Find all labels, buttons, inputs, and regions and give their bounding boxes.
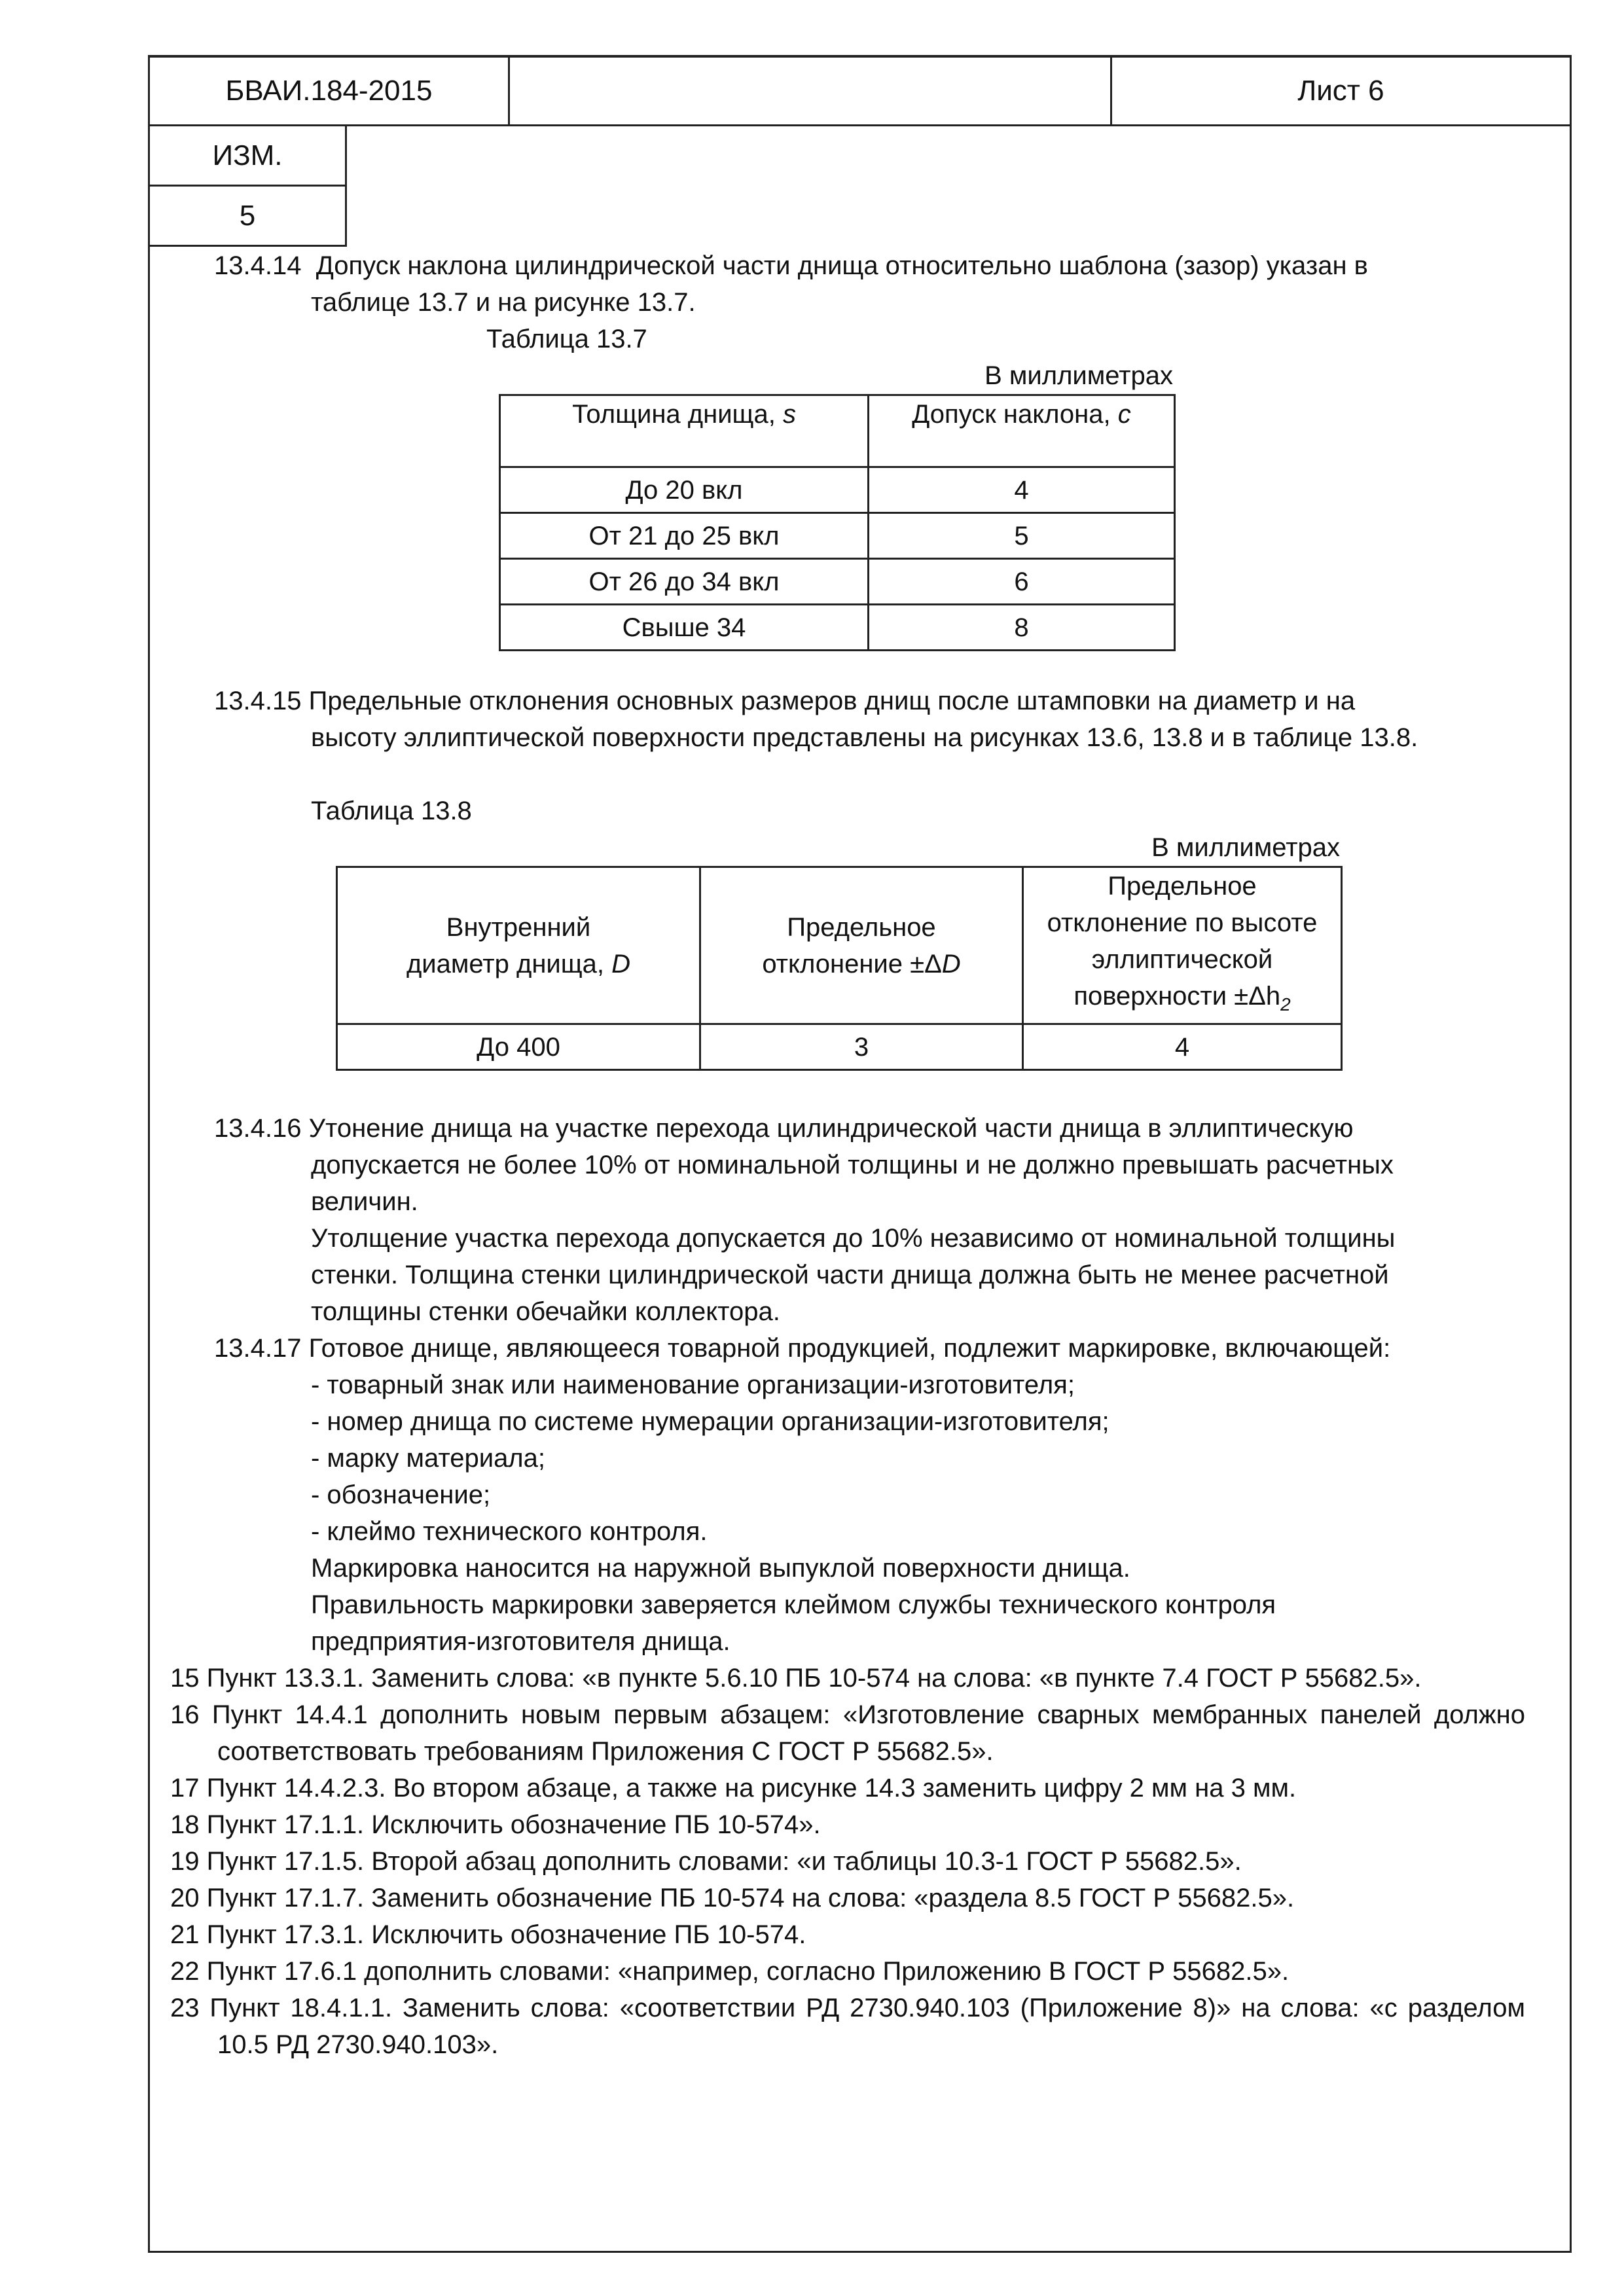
- doc-code-cell: [149, 56, 509, 126]
- item-number: 16: [170, 1700, 200, 1729]
- table-cell: 6: [869, 559, 1175, 605]
- item-number: 18: [170, 1810, 200, 1839]
- table-cell: 5: [869, 513, 1175, 559]
- clause-line: Утолщение участка перехода допускается до 10% независимо от номинальной толщины: [311, 1224, 1396, 1253]
- item-text: Пункт 13.3.1. Заменить слова: «в пункте 5.6.10 ПБ 10-574 на слова: «в пункте 7.4 ГОСТ Р 55682.5».: [206, 1664, 1422, 1693]
- clause-line: [170, 247, 1525, 284]
- doc-code: БВАИ.184-2015: [225, 74, 433, 107]
- column-header-line: Предельное: [1108, 872, 1257, 901]
- unit-label: В миллиметрах: [984, 361, 1173, 390]
- clause-line: [170, 1110, 1525, 1147]
- table-cell: От 21 до 25 вкл: [500, 513, 869, 559]
- clause-number: 13.4.17: [214, 1334, 302, 1363]
- column-header-line: эллиптической: [1091, 945, 1273, 974]
- clause-line: толщины стенки обечайки коллектора.: [311, 1297, 780, 1326]
- table-cell: До 20 вкл: [500, 467, 869, 513]
- column-header: [500, 395, 869, 467]
- column-header: [1023, 867, 1342, 1024]
- amendment-item: [170, 1696, 1525, 1770]
- table-cell: 3: [700, 1024, 1023, 1070]
- clause-13-4-15: [170, 683, 1525, 829]
- clause-13-4-16: [170, 1110, 1525, 1330]
- table-cell: От 26 до 34 вкл: [500, 559, 869, 605]
- table-title: Таблица 13.7: [486, 325, 647, 353]
- page-content: [170, 247, 1525, 2063]
- table-13-7: [499, 394, 1176, 651]
- column-header-line: [1028, 978, 1337, 1023]
- column-header-var: D: [941, 949, 961, 978]
- amendment-item: [170, 1770, 1525, 1806]
- clause-line: Правильность маркировки заверяется клеймом службы технического контроля: [311, 1590, 1276, 1619]
- clause-line: предприятия-изготовителя днища.: [311, 1627, 731, 1656]
- item-text: Пункт 14.4.1 дополнить новым первым абзацем: «Изготовление сварных мембранных панелей должно соответствовать требованиям Приложения С ГОСТ Р 55682.5».: [211, 1700, 1525, 1766]
- clause-line: стенки. Толщина стенки цилиндрической части днища должна быть не менее расчетной: [311, 1261, 1389, 1289]
- column-header: [337, 867, 700, 1024]
- item-text: Пункт 17.3.1. Исключить обозначение ПБ 10-574.: [206, 1920, 806, 1949]
- item-number: 17: [170, 1774, 200, 1803]
- amendment-list: [170, 1660, 1525, 2063]
- clause-text: Утонение днища на участке перехода цилиндрической части днища в эллиптическую: [308, 1114, 1354, 1143]
- header-middle-cell: [509, 56, 1111, 126]
- column-header-line: [342, 946, 695, 982]
- table-cell: 4: [869, 467, 1175, 513]
- clause-number: 13.4.14: [214, 251, 302, 280]
- clause-text: Допуск наклона цилиндрической части днища относительно шаблона (зазор) указан в: [316, 251, 1368, 280]
- clause-13-4-14: [170, 247, 1525, 357]
- column-header-line: Внутренний: [446, 912, 591, 942]
- column-header-sub: 2: [1280, 994, 1291, 1014]
- izm-label-cell: [149, 126, 346, 186]
- clause-13-4-17: [170, 1330, 1525, 1660]
- unit-label: В миллиметрах: [1151, 833, 1340, 862]
- clause-line: допускается не более 10% от номинальной толщины и не должно превышать расчетных: [311, 1151, 1394, 1179]
- amendment-item: [170, 1953, 1525, 1990]
- table-cell: До 400: [337, 1024, 700, 1070]
- izm-value: 5: [239, 199, 256, 232]
- clause-number: 13.4.15: [214, 687, 302, 715]
- sheet-cell: [1111, 56, 1571, 126]
- column-header-text: Толщина днища,: [572, 400, 783, 429]
- item-text: Пункт 17.6.1 дополнить словами: «например, согласно Приложению В ГОСТ Р 55682.5».: [206, 1957, 1290, 1986]
- table-row: [500, 513, 1175, 559]
- revision-stamp: [148, 124, 347, 247]
- column-header-var: c: [1117, 400, 1131, 429]
- column-header-line: [705, 946, 1018, 982]
- list-item: - обозначение;: [311, 1480, 491, 1509]
- amendment-item: [170, 1916, 1525, 1953]
- clause-number: 13.4.16: [214, 1114, 302, 1143]
- item-text: Пункт 14.4.2.3. Во втором абзаце, а также на рисунке 14.3 заменить цифру 2 мм на 3 мм.: [206, 1774, 1297, 1803]
- item-text: Пункт 17.1.1. Исключить обозначение ПБ 10-574».: [206, 1810, 821, 1839]
- amendment-item: [170, 1843, 1525, 1880]
- item-text: Пункт 18.4.1.1. Заменить слова: «соответствии РД 2730.940.103 (Приложение 8)» на слова: «с разделом 10.5 РД 2730.940.103».: [209, 1994, 1525, 2059]
- amendment-item: [170, 1660, 1525, 1696]
- izm-label: ИЗМ.: [212, 139, 283, 171]
- column-header-text: Допуск наклона,: [912, 400, 1118, 429]
- item-number: 19: [170, 1847, 200, 1876]
- table-13-8: [336, 866, 1343, 1071]
- table-row: [500, 467, 1175, 513]
- list-item: - товарный знак или наименование организации-изготовителя;: [311, 1371, 1075, 1399]
- table-cell: 8: [869, 605, 1175, 651]
- column-header: [869, 395, 1175, 467]
- amendment-item: [170, 1880, 1525, 1916]
- table-title: Таблица 13.8: [311, 797, 472, 825]
- table-13-7-block: [499, 357, 1494, 651]
- column-header-text: диаметр днища,: [406, 949, 612, 978]
- column-header-text: отклонение ±Δ: [762, 949, 942, 978]
- clause-line: таблице 13.7 и на рисунке 13.7.: [311, 288, 696, 317]
- table-13-8-block: [336, 829, 1525, 1071]
- table-row: [500, 559, 1175, 605]
- clause-text: Готовое днище, являющееся товарной продукцией, подлежит маркировке, включающей:: [308, 1334, 1391, 1363]
- item-number: 15: [170, 1664, 200, 1693]
- column-header-var: s: [782, 400, 796, 429]
- column-header-var: D: [611, 949, 631, 978]
- izm-value-cell: [149, 186, 346, 246]
- sheet-number: Лист 6: [1297, 74, 1384, 107]
- item-number: 23: [170, 1994, 200, 2022]
- list-item: - клеймо технического контроля.: [311, 1517, 708, 1546]
- table-cell: Свыше 34: [500, 605, 869, 651]
- column-header-line: Предельное: [787, 912, 936, 942]
- clause-line: величин.: [311, 1187, 418, 1216]
- clause-line: Маркировка наносится на наружной выпуклой поверхности днища.: [311, 1554, 1130, 1583]
- item-text: Пункт 17.1.5. Второй абзац дополнить словами: «и таблицы 10.3-1 ГОСТ Р 55682.5».: [206, 1847, 1242, 1876]
- item-text: Пункт 17.1.7. Заменить обозначение ПБ 10-574 на слова: «раздела 8.5 ГОСТ Р 55682.5».: [206, 1884, 1295, 1912]
- list-item: - номер днища по системе нумерации организации-изготовителя;: [311, 1407, 1110, 1436]
- item-number: 21: [170, 1920, 200, 1949]
- clause-line: [170, 683, 1525, 719]
- table-cell: 4: [1023, 1024, 1342, 1070]
- item-number: 22: [170, 1957, 200, 1986]
- item-number: 20: [170, 1884, 200, 1912]
- column-header: [700, 867, 1023, 1024]
- clause-line: высоту эллиптической поверхности представлены на рисунках 13.6, 13.8 и в таблице 13.8.: [311, 723, 1418, 752]
- amendment-item: [170, 1990, 1525, 2063]
- column-header-text: поверхности ±Δh: [1074, 982, 1281, 1011]
- column-header-line: отклонение по высоте: [1047, 908, 1318, 937]
- table-row: [337, 1024, 1342, 1070]
- clause-line: [170, 1330, 1525, 1367]
- clause-text: Предельные отклонения основных размеров днищ после штамповки на диаметр и на: [308, 687, 1356, 715]
- table-row: [500, 605, 1175, 651]
- amendment-item: [170, 1806, 1525, 1843]
- list-item: - марку материала;: [311, 1444, 546, 1473]
- header-stamp: [148, 55, 1572, 126]
